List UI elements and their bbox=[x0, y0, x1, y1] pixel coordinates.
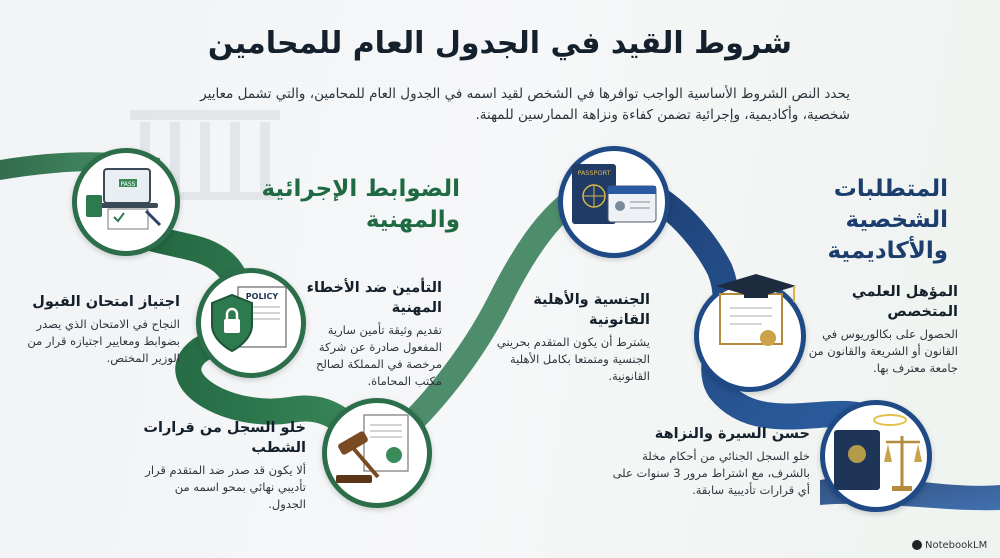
item-conduct bbox=[600, 424, 810, 499]
passport-label: PASSPORT bbox=[577, 169, 611, 177]
section-title-procedural: الضوابط الإجرائية والمهنية bbox=[261, 176, 460, 233]
item-title: اجتياز امتحان القبول bbox=[32, 294, 180, 310]
item-title: خلو السجل من قرارات الشطب bbox=[143, 420, 306, 456]
brand-label: NotebookLM bbox=[925, 540, 988, 551]
item-desc: تقديم وثيقة تأمين سارية المفعول صادرة عن شركة مرخصة في المملكة لصالح مكتب المحاماة. bbox=[315, 323, 442, 388]
item-desc: النجاح في الامتحان الذي يصدر بضوابط ومعايير اجتيازه قرار من الوزير المختص. bbox=[27, 317, 180, 365]
certificate-cap-icon bbox=[706, 268, 806, 358]
notebooklm-logo-icon bbox=[912, 540, 922, 550]
item-exam bbox=[20, 292, 180, 367]
item-disbarment bbox=[136, 418, 306, 513]
page-title: شروط القيد في الجدول العام للمحامين bbox=[207, 26, 793, 61]
section-title-personal: المتطلبات الشخصية والأكاديمية bbox=[827, 176, 948, 264]
shield-policy-icon bbox=[208, 283, 294, 359]
laptop-pass-icon bbox=[86, 165, 166, 235]
item-title: حسن السيرة والنزاهة bbox=[654, 426, 810, 442]
item-qualification bbox=[798, 282, 958, 377]
item-desc: الحصول على بكالوريوس في القانون أو الشريعة والقانون من جامعة معترف بها. bbox=[808, 327, 958, 375]
item-desc: ألا يكون قد صدر ضد المتقدم قرار تأديبي نهائي بمحو اسمه من الجدول. bbox=[145, 463, 306, 511]
pass-label: PASS bbox=[120, 181, 136, 188]
brand-mark bbox=[912, 540, 987, 551]
intro-text: يحدد النص الشروط الأساسية الواجب توافرها في الشخص لقيد اسمه في الجدول العام للمحامين، والتي تشمل معايير شخصية، وأكاديمية، وإجرائية تضمن كفاءة ونزاهة الممارسين للمهنة. bbox=[200, 86, 850, 123]
policy-label: POLICY bbox=[245, 292, 279, 301]
item-title: المؤهل العلمي المتخصص bbox=[851, 284, 958, 320]
item-insurance bbox=[292, 278, 442, 390]
book-scales-icon bbox=[828, 412, 928, 498]
gavel-document-icon bbox=[334, 413, 420, 489]
item-desc: يشترط أن يكون المتقدم بحريني الجنسية ومتمتعا بكامل الأهلية القانونية. bbox=[496, 335, 650, 383]
passport-id-icon bbox=[570, 162, 660, 242]
item-title: التأمين ضد الأخطاء المهنية bbox=[306, 280, 442, 316]
item-nationality bbox=[470, 290, 650, 385]
item-desc: خلو السجل الجنائي من أحكام مخلة بالشرف، مع اشتراط مرور 3 سنوات على أي قرارات تأديبية سابقة. bbox=[612, 449, 810, 497]
item-title: الجنسية والأهلية القانونية bbox=[533, 292, 650, 328]
